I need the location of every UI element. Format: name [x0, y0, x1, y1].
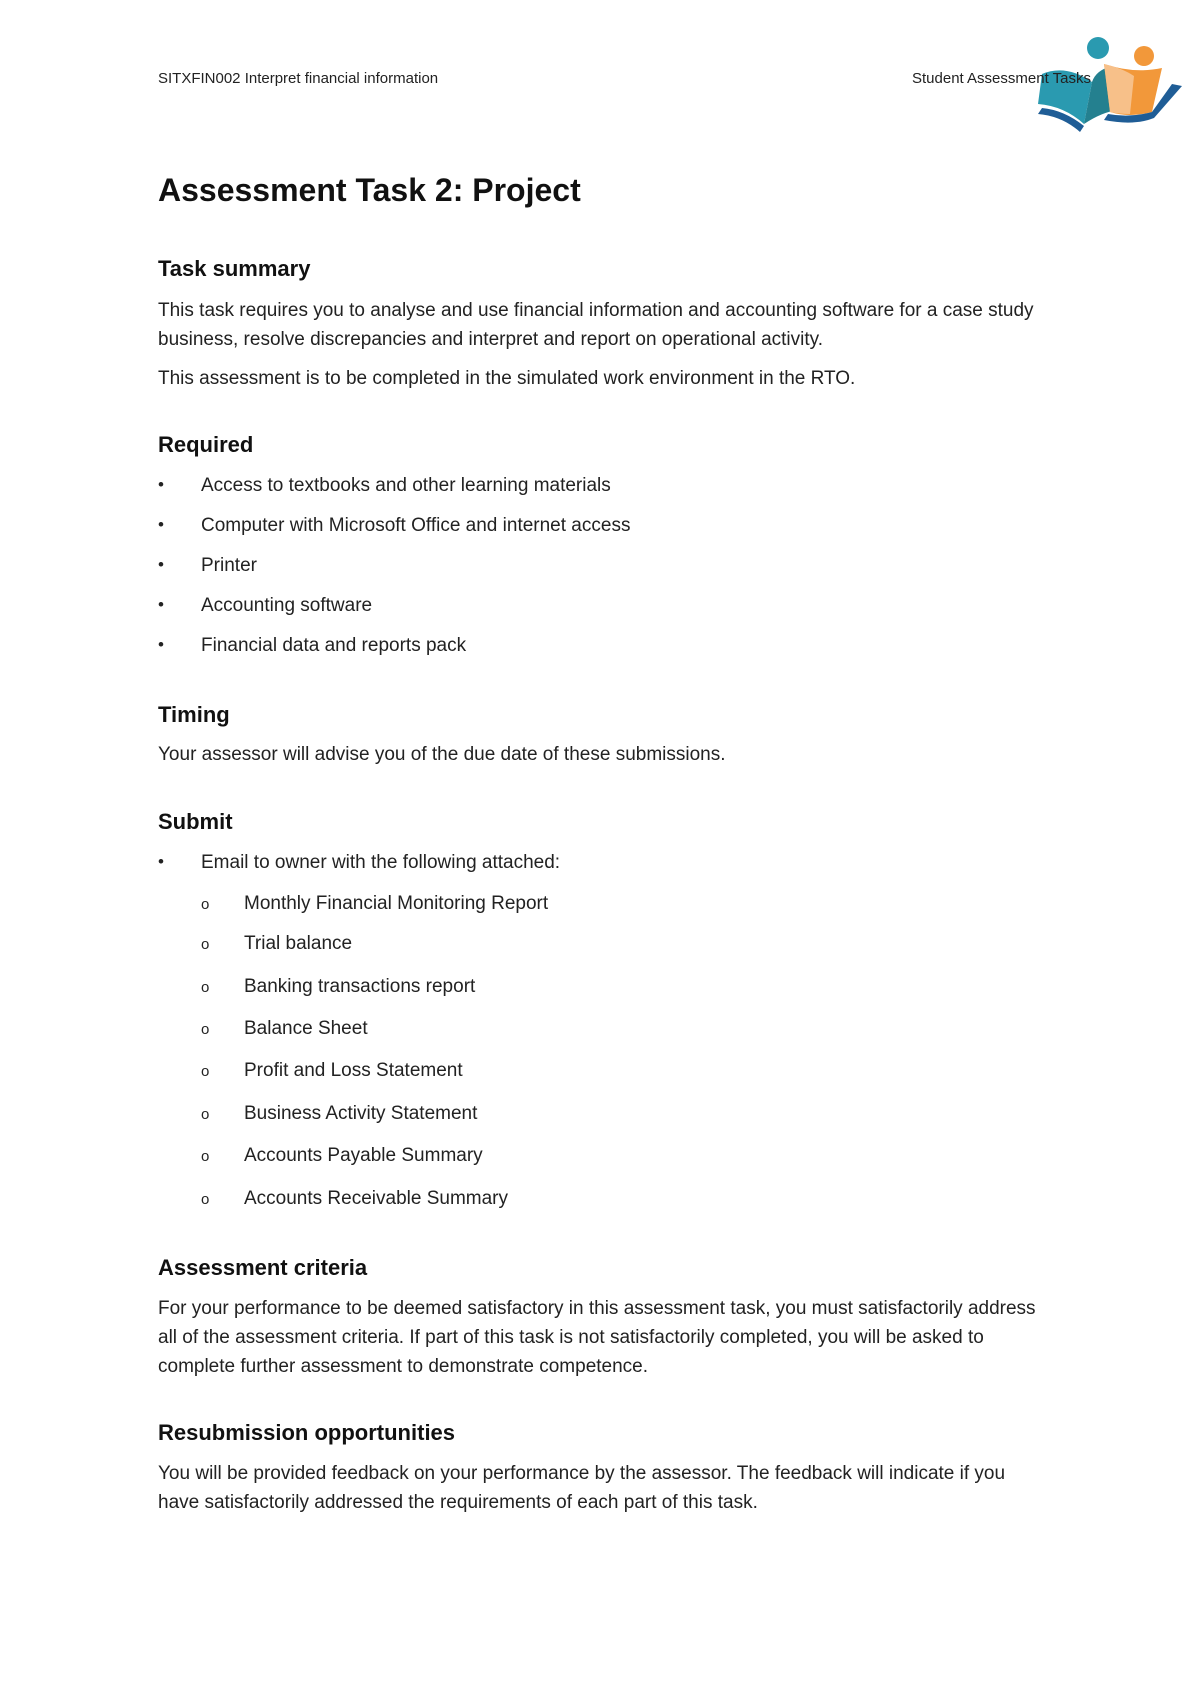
circle-bullet-icon: o [201, 1148, 210, 1165]
submit-subitem-label: Accounts Payable Summary [244, 1145, 483, 1166]
bullet-icon: • [158, 635, 164, 654]
circle-bullet-icon: o [201, 979, 210, 996]
circle-bullet-icon: o [201, 1191, 210, 1208]
circle-bullet-icon: o [201, 896, 210, 913]
submit-heading: Submit [158, 809, 233, 834]
submit-subitem-label: Banking transactions report [244, 976, 476, 997]
circle-bullet-icon: o [201, 1021, 210, 1038]
timing-heading: Timing [158, 702, 230, 727]
bullet-icon: • [158, 515, 164, 534]
header-document-type: Student Assessment Tasks [912, 70, 1091, 87]
header-document-code: SITXFIN002 Interpret financial information [158, 70, 439, 87]
required-item-label: Computer with Microsoft Office and internet access [201, 515, 631, 536]
required-item-label: Accounting software [201, 595, 373, 616]
required-item-label: Printer [201, 555, 257, 576]
bullet-icon: • [158, 555, 164, 574]
submit-subitem-label: Accounts Receivable Summary [244, 1188, 508, 1209]
bullet-icon: • [158, 852, 164, 871]
submit-subitem-label: Balance Sheet [244, 1018, 368, 1039]
submit-subitem-label: Monthly Financial Monitoring Report [244, 893, 549, 914]
required-heading: Required [158, 432, 254, 457]
task-summary-paragraph-2: This assessment is to be completed in the simulated work environment in the RTO. [158, 368, 856, 389]
resubmission-paragraph: You will be provided feedback on your performance by the assessor. The feedback will indicate if you have satisfactorily addressed the requirements of each part of this task. [158, 1463, 1006, 1513]
organisation-logo [1034, 34, 1184, 142]
bullet-icon: • [158, 595, 164, 614]
assessment-criteria-heading: Assessment criteria [158, 1255, 368, 1280]
submit-item-label: Email to owner with the following attached: [201, 852, 561, 873]
page-title: Assessment Task 2: Project [158, 172, 581, 208]
bullet-icon: • [158, 475, 164, 494]
submit-subitem-label: Profit and Loss Statement [244, 1060, 463, 1081]
timing-paragraph: Your assessor will advise you of the due date of these submissions. [158, 744, 726, 765]
required-item-label: Access to textbooks and other learning materials [201, 475, 611, 496]
assessment-criteria-paragraph: For your performance to be deemed satisfactory in this assessment task, you must satisfactorily address all of the assessment criteria. If part of this task is not satisfactorily completed, you will be asked to complete further assessment to demonstrate competence. [158, 1298, 1036, 1377]
required-item-label: Financial data and reports pack [201, 635, 467, 656]
circle-bullet-icon: o [201, 936, 210, 953]
submit-subitem-label: Trial balance [244, 933, 353, 954]
task-summary-heading: Task summary [158, 256, 311, 281]
circle-bullet-icon: o [201, 1106, 210, 1123]
task-summary-paragraph-1: This task requires you to analyse and use financial information and accounting software for a case study business, resolve discrepancies and interpret and report on operational activity. [158, 300, 1034, 350]
circle-bullet-icon: o [201, 1063, 210, 1080]
resubmission-heading: Resubmission opportunities [158, 1420, 456, 1445]
submit-subitem-label: Business Activity Statement [244, 1103, 478, 1124]
